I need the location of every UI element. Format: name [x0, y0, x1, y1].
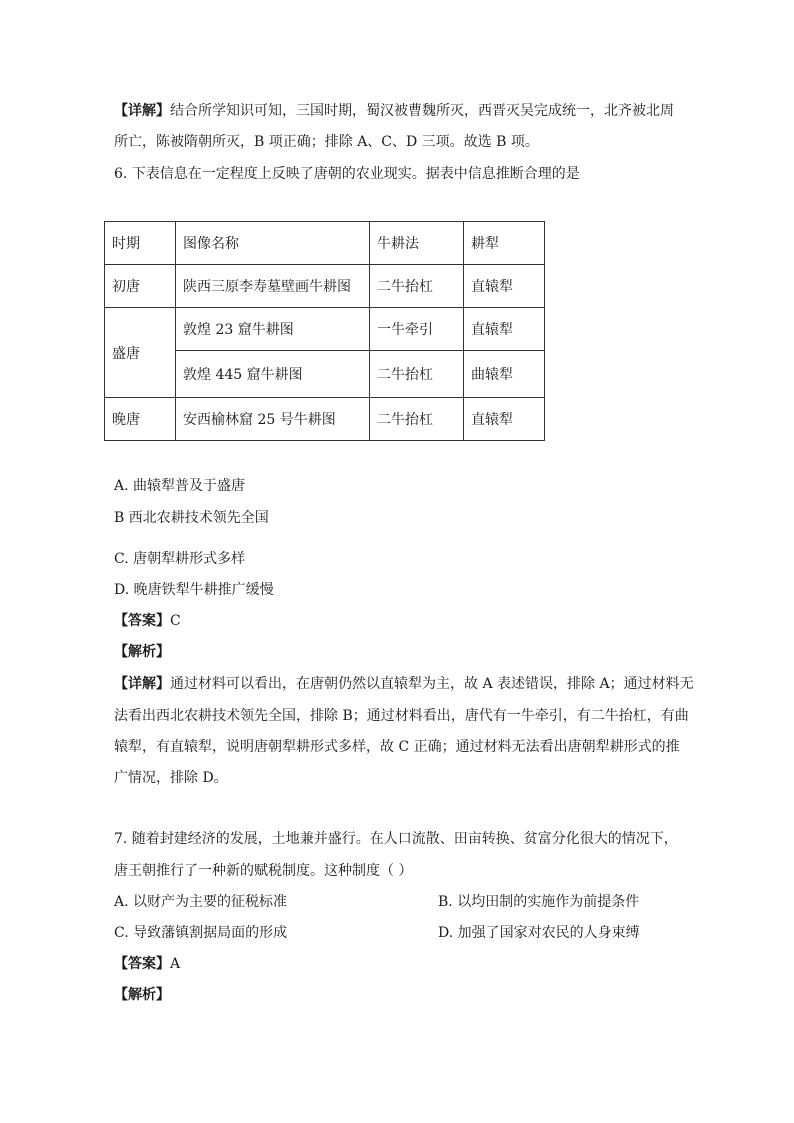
q7-analysis-tag: 【解析】: [114, 987, 170, 1003]
cell-image-name: 安西榆林窟 25 号牛耕图: [176, 398, 370, 441]
table-row: [105, 308, 545, 351]
q6-detail-line-2: 法看出西北农耕技术领先全国，排除 B；通过材料看出，唐代有一牛牵引，有二牛抬杠，有曲: [114, 708, 689, 724]
q6-answer-line: [114, 611, 181, 631]
cell-image-name: 陕西三原李寿墓壁画牛耕图: [176, 265, 370, 308]
q5-detail-line-1: [114, 101, 674, 121]
q7-option-c: C. 导致藩镇割据局面的形成: [114, 925, 288, 941]
q6-option-c: C. 唐朝犁耕形式多样: [114, 551, 246, 567]
cell-ox-method: 二牛抬杠: [370, 351, 464, 398]
q6-detail-line-3: 辕犁，有直辕犁，说明唐朝犁耕形式多样，故 C 正确；通过材料无法看出唐朝犁耕形式的推: [114, 739, 680, 755]
q6-option-a: A. 曲辕犁普及于盛唐: [114, 478, 246, 494]
q6-analysis-tag: 【解析】: [114, 644, 170, 660]
header-period: 时期: [105, 222, 176, 265]
q6-answer: C: [170, 613, 181, 629]
q7-stem-line-2: 唐王朝推行了一种新的赋税制度。这种制度（ ）: [114, 863, 413, 879]
cell-plow: 直辕犁: [464, 308, 545, 351]
q6-detail-line-1: [114, 674, 694, 694]
cell-ox-method: 二牛抬杠: [370, 398, 464, 441]
cell-ox-method: 一牛牵引: [370, 308, 464, 351]
answer-tag: 【答案】: [114, 956, 170, 972]
cell-plow: 曲辕犁: [464, 351, 545, 398]
detail-tag: 【详解】: [114, 676, 170, 692]
q6-stem: 6. 下表信息在一定程度上反映了唐朝的农业现实。据表中信息推断合理的是: [114, 166, 580, 182]
header-ox-method: 牛耕法: [370, 222, 464, 265]
header-image-name: 图像名称: [176, 222, 370, 265]
cell-image-name: 敦煌 445 窟牛耕图: [176, 351, 370, 398]
table-row: [105, 398, 545, 441]
table-row: [105, 265, 545, 308]
cell-plow: 直辕犁: [464, 265, 545, 308]
cell-ox-method: 二牛抬杠: [370, 265, 464, 308]
q6-detail-text-1: 通过材料可以看出，在唐朝仍然以直辕犁为主，故 A 表述错误，排除 A；通过材料无: [170, 676, 694, 692]
q5-detail-line-2: 所亡，陈被隋朝所灭，B 项正确；排除 A、C、D 三项。故选 B 项。: [114, 134, 539, 150]
q7-option-b: B. 以均田制的实施作为前提条件: [438, 894, 640, 910]
q7-option-a: A. 以财产为主要的征税标准: [114, 894, 288, 910]
q7-answer: A: [170, 956, 181, 972]
q7-answer-line: [114, 954, 180, 974]
q7-option-d: D. 加强了国家对农民的人身束缚: [438, 925, 640, 941]
cell-period: 盛唐: [105, 308, 176, 398]
header-plow: 耕犁: [464, 222, 545, 265]
cell-image-name: 敦煌 23 窟牛耕图: [176, 308, 370, 351]
tang-plowing-table: [104, 221, 545, 441]
q6-option-b: B 西北农耕技术领先全国: [114, 510, 269, 526]
table-header-row: [105, 222, 545, 265]
answer-tag: 【答案】: [114, 613, 170, 629]
cell-period: 初唐: [105, 265, 176, 308]
detail-tag: 【详解】: [114, 103, 170, 119]
q5-detail-text-1: 结合所学知识可知，三国时期，蜀汉被曹魏所灭，西晋灭吴完成统一，北齐被北周: [170, 103, 674, 119]
q6-option-d: D. 晚唐铁犁牛耕推广缓慢: [114, 582, 274, 598]
q7-stem-line-1: 7. 随着封建经济的发展，土地兼并盛行。在人口流散、田亩转换、贫富分化很大的情况下，: [114, 831, 678, 847]
q6-detail-line-4: 广情况，排除 D。: [114, 770, 228, 786]
cell-plow: 直辕犁: [464, 398, 545, 441]
cell-period: 晚唐: [105, 398, 176, 441]
